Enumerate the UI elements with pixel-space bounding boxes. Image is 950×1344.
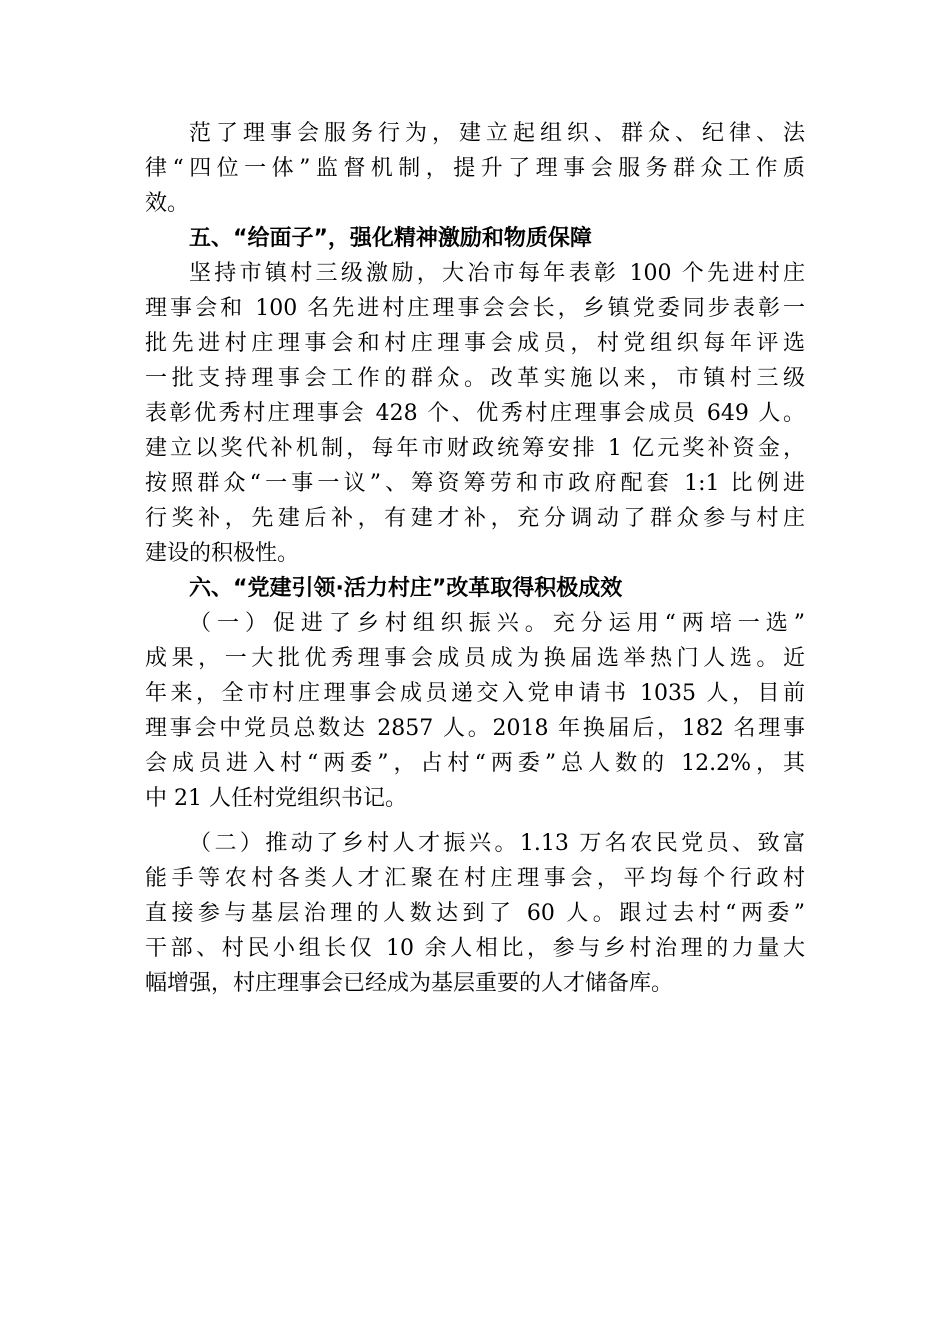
text-line: 中 21 人任村党组织书记。 xyxy=(145,786,407,811)
text-line: 会成员进入村“两委”，占村“两委”总人数的 12.2%，其 xyxy=(145,751,805,776)
text-line: 直接参与基层治理的人数达到了 60 人。跟过去村“两委” xyxy=(145,901,805,926)
text-line: 成果，一大批优秀理事会成员成为换届选举热门人选。近 xyxy=(145,646,805,671)
text-line: 表彰优秀村庄理事会 428 个、优秀村庄理事会成员 649 人。 xyxy=(145,401,805,426)
text-line: 效。 xyxy=(145,191,190,216)
text-line: 理事会和 100 名先进村庄理事会会长，乡镇党委同步表彰一 xyxy=(145,296,805,321)
text-line: （一）促进了乡村组织振兴。充分运用“两培一选” xyxy=(189,611,805,636)
text-line: 建设的积极性。 xyxy=(145,541,300,566)
text-line: 一批支持理事会工作的群众。改革实施以来，市镇村三级 xyxy=(145,366,805,391)
text-line: 行奖补，先建后补，有建才补，充分调动了群众参与村庄 xyxy=(145,506,805,531)
text-line: 批先进村庄理事会和村庄理事会成员，村党组织每年评选 xyxy=(145,331,805,356)
text-line: 干部、村民小组长仅 10 余人相比，参与乡村治理的力量大 xyxy=(145,936,805,961)
text-line: 建立以奖代补机制，每年市财政统筹安排 1 亿元奖补资金， xyxy=(145,436,805,461)
paragraph-incentives xyxy=(145,256,805,571)
text-line: 年来，全市村庄理事会成员递交入党申请书 1035 人，目前 xyxy=(145,681,805,706)
text-line: 理事会中党员总数达 2857 人。2018 年换届后，182 名理事 xyxy=(145,716,805,741)
paragraph-organization-revitalization xyxy=(145,606,805,816)
text-line: 范了理事会服务行为，建立起组织、群众、纪律、法 xyxy=(189,121,805,146)
text-line: 按照群众“一事一议”、筹资筹劳和市政府配套 1:1 比例进 xyxy=(145,471,805,496)
text-line: （二）推动了乡村人才振兴。1.13 万名农民党员、致富 xyxy=(189,831,805,856)
text-line: 律“四位一体”监督机制，提升了理事会服务群众工作质 xyxy=(145,156,805,181)
section-heading-5: 五、“给面子”，强化精神激励和物质保障 xyxy=(189,226,592,251)
text-line: 幅增强，村庄理事会已经成为基层重要的人才储备库。 xyxy=(145,971,674,996)
paragraph-supervision xyxy=(145,116,805,221)
paragraph-talent-revitalization xyxy=(145,826,805,1001)
text-line: 坚持市镇村三级激励，大冶市每年表彰 100 个先进村庄 xyxy=(189,261,805,286)
document-page xyxy=(145,116,805,1001)
text-line: 能手等农村各类人才汇聚在村庄理事会，平均每个行政村 xyxy=(145,866,805,891)
paragraph-gap xyxy=(145,816,805,826)
section-heading-6: 六、“党建引领·活力村庄”改革取得积极成效 xyxy=(189,576,623,601)
